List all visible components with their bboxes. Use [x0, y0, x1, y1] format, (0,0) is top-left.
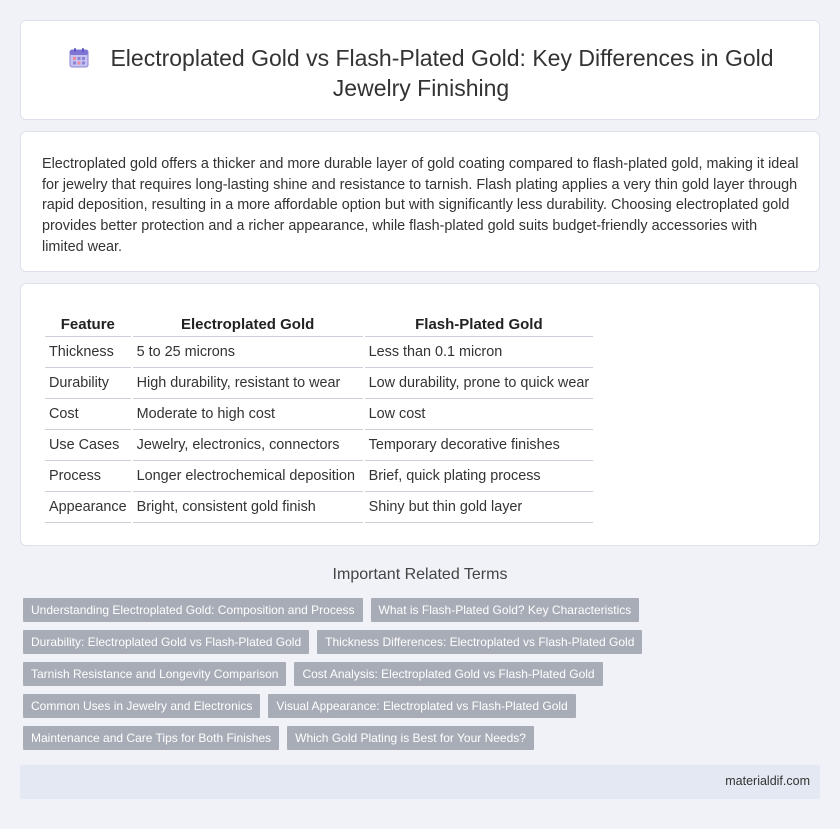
tag-row — [23, 694, 683, 718]
tag-row — [23, 630, 683, 654]
related-term-link[interactable]: Thickness Differences: Electroplated vs Flash-Plated Gold — [317, 630, 642, 654]
header-card — [20, 20, 820, 120]
related-term-link[interactable]: Understanding Electroplated Gold: Composition and Process — [23, 598, 363, 622]
comparison-card — [20, 283, 820, 546]
electroplated-cell: Longer electrochemical deposition — [133, 461, 363, 492]
table-row — [45, 430, 593, 461]
flash-plated-cell: Shiny but thin gold layer — [365, 492, 594, 523]
tag-row — [23, 662, 683, 686]
feature-cell: Use Cases — [45, 430, 131, 461]
feature-cell: Thickness — [45, 337, 131, 368]
related-term-link[interactable]: Which Gold Plating is Best for Your Needs? — [287, 726, 534, 750]
related-term-link[interactable]: Cost Analysis: Electroplated Gold vs Flash-Plated Gold — [294, 662, 602, 686]
electroplated-cell: High durability, resistant to wear — [133, 368, 363, 399]
site-name[interactable]: materialdif.com — [725, 774, 810, 788]
table-row — [45, 337, 593, 368]
related-term-link[interactable]: Visual Appearance: Electroplated vs Flash-Plated Gold — [268, 694, 575, 718]
related-term-link[interactable]: Durability: Electroplated Gold vs Flash-Plated Gold — [23, 630, 309, 654]
feature-cell: Appearance — [45, 492, 131, 523]
page-title: Electroplated Gold vs Flash-Plated Gold: Key Differences in Gold Jewelry Finishing — [110, 45, 774, 101]
table-header-row — [45, 314, 593, 337]
electroplated-cell: 5 to 25 microns — [133, 337, 363, 368]
flash-plated-cell: Low durability, prone to quick wear — [365, 368, 594, 399]
flash-plated-cell: Less than 0.1 micron — [365, 337, 594, 368]
flash-plated-cell: Brief, quick plating process — [365, 461, 594, 492]
column-header-feature: Feature — [45, 314, 131, 337]
page-title-wrap — [21, 43, 821, 103]
table-row — [45, 368, 593, 399]
column-header-flash-plated: Flash-Plated Gold — [365, 314, 594, 337]
flash-plated-cell: Temporary decorative finishes — [365, 430, 594, 461]
electroplated-cell: Bright, consistent gold finish — [133, 492, 363, 523]
related-term-link[interactable]: Maintenance and Care Tips for Both Finishes — [23, 726, 279, 750]
related-terms-heading: Important Related Terms — [332, 566, 508, 583]
electroplated-cell: Jewelry, electronics, connectors — [133, 430, 363, 461]
feature-cell: Durability — [45, 368, 131, 399]
footer-bar — [20, 765, 820, 799]
related-term-link[interactable]: Common Uses in Jewelry and Electronics — [23, 694, 260, 718]
feature-cell: Process — [45, 461, 131, 492]
table-row — [45, 492, 593, 523]
feature-cell: Cost — [45, 399, 131, 430]
intro-card — [20, 131, 820, 272]
tag-row — [23, 726, 683, 750]
related-term-link[interactable]: Tarnish Resistance and Longevity Comparison — [23, 662, 286, 686]
flash-plated-cell: Low cost — [365, 399, 594, 430]
tag-row — [23, 598, 683, 622]
comparison-table — [43, 314, 595, 523]
electroplated-cell: Moderate to high cost — [133, 399, 363, 430]
column-header-electroplated: Electroplated Gold — [133, 314, 363, 337]
calendar-icon — [68, 47, 90, 69]
table-row — [45, 399, 593, 430]
intro-paragraph: Electroplated gold offers a thicker and more durable layer of gold coating compared to flash-plated gold, making it ideal for jewelry that requires long-lasting shine and resistance to tarnish. Flash plating applies a very thin gold layer through rapid deposition, resulting in a more affordable option but with significantly less durability. Choosing electroplated gold provides better protection and a richer appearance, while flash-plated gold suits budget-friendly accessories with limited wear. — [42, 156, 799, 255]
related-terms-list — [23, 598, 683, 758]
table-row — [45, 461, 593, 492]
related-term-link[interactable]: What is Flash-Plated Gold? Key Characteristics — [371, 598, 640, 622]
